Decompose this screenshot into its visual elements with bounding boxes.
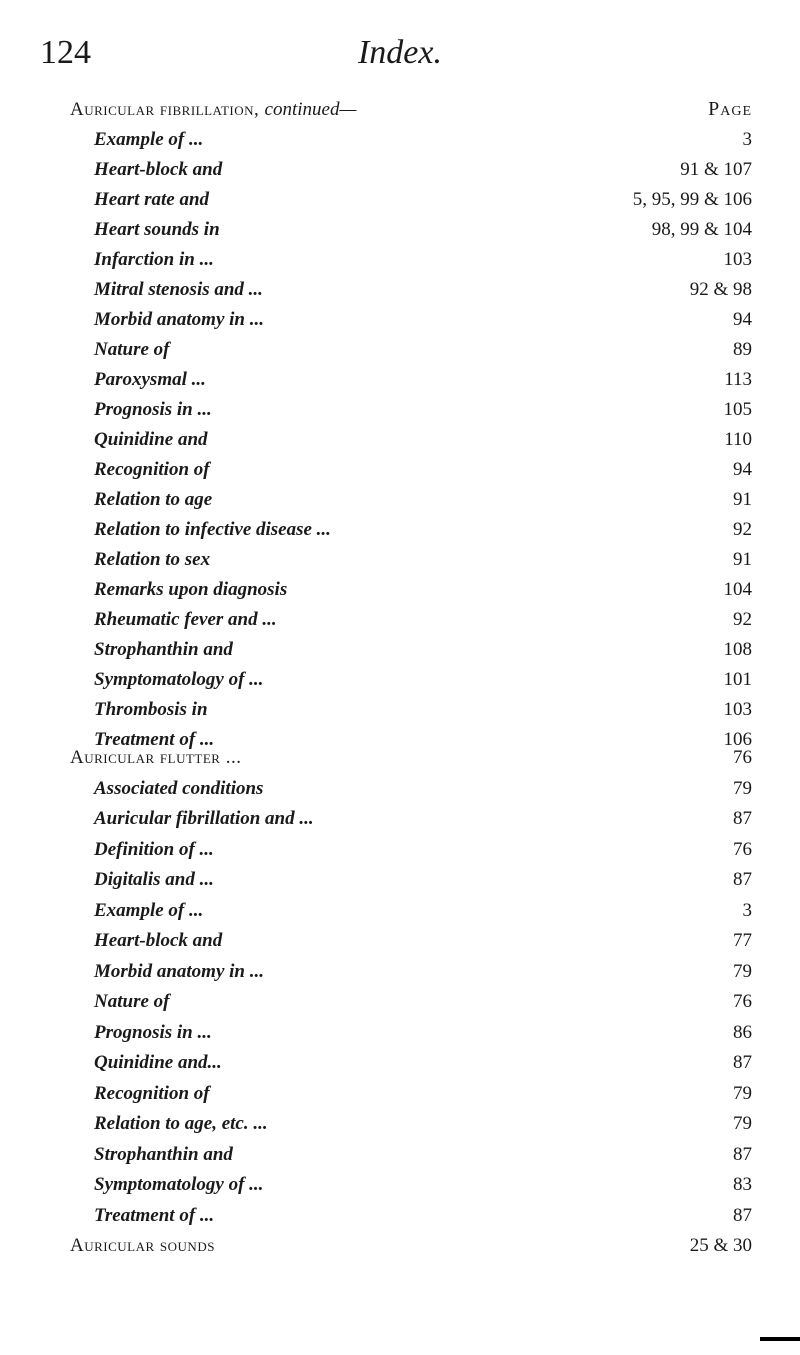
index-entry-list <box>0 777 800 1227</box>
index-entry-row <box>0 488 800 511</box>
continued-label: continued— <box>264 99 357 120</box>
index-entry-page: 3 <box>742 129 752 150</box>
index-entry-page: 108 <box>723 639 752 660</box>
index-entry-row <box>0 990 800 1013</box>
index-entry-page: 87 <box>733 808 752 829</box>
index-entry-label: Mitral stenosis and ... <box>94 279 263 300</box>
index-entry-label: Recognition of <box>94 459 210 480</box>
index-entry-row <box>0 638 800 661</box>
index-entry-page: 92 & 98 <box>689 279 752 300</box>
index-entry-label: Digitalis and ... <box>94 869 214 890</box>
index-entry-label: Morbid anatomy in ... <box>94 309 264 330</box>
index-entry-row <box>0 929 800 952</box>
index-entry-page: 77 <box>733 930 752 951</box>
index-entry-label: Quinidine and <box>94 429 208 450</box>
index-entry-row <box>0 188 800 211</box>
index-entry-row <box>0 218 800 241</box>
index-entry-label: Symptomatology of ... <box>94 669 264 690</box>
index-entry-row <box>0 248 800 271</box>
index-entry-label: Relation to infective disease ... <box>94 519 331 540</box>
index-entry-row <box>0 308 800 331</box>
index-entry-page: 87 <box>733 1052 752 1073</box>
page-title: Index. <box>357 34 442 71</box>
index-entry-page: 94 <box>733 459 752 480</box>
index-entry-label: Strophanthin and <box>94 1143 233 1165</box>
index-entry-label: Heart sounds in <box>94 219 220 240</box>
index-entry-label: Nature of <box>94 339 170 360</box>
index-entry-label: Relation to sex <box>94 549 211 570</box>
index-entry-row <box>0 428 800 451</box>
index-entry-page: 98, 99 & 104 <box>651 219 752 240</box>
index-entry-label: Recognition of <box>94 1082 210 1104</box>
index-entry-page: 86 <box>733 1021 752 1043</box>
index-entry-label: Treatment of ... <box>94 1204 215 1226</box>
index-entry-page: 79 <box>733 1113 752 1134</box>
index-entry-row <box>0 698 800 721</box>
index-entry-label: Definition of ... <box>94 838 214 860</box>
index-entry-page: 92 <box>733 609 752 630</box>
bottom-rule <box>760 1337 800 1341</box>
index-entry-page: 103 <box>723 699 752 720</box>
index-entry-label: Infarction in ... <box>94 249 214 270</box>
index-heading-row <box>0 98 800 121</box>
index-entry-page: 89 <box>733 339 752 360</box>
index-entry-row <box>0 338 800 361</box>
index-entry-row <box>0 777 800 800</box>
index-heading-row <box>0 1234 800 1257</box>
index-entry-row <box>0 278 800 301</box>
index-entry-page: 79 <box>733 1082 752 1104</box>
index-entry-row <box>0 398 800 421</box>
index-entry-label: Strophanthin and <box>94 639 233 660</box>
index-entry-label: Prognosis in ... <box>94 399 212 420</box>
index-entry-label: Relation to age, etc. ... <box>94 1113 268 1134</box>
index-entry-page: 91 & 107 <box>680 159 752 180</box>
index-entry-label: Symptomatology of ... <box>94 1174 264 1195</box>
index-entry-label: Example of ... <box>94 899 204 921</box>
index-entry-row <box>0 578 800 601</box>
index-heading: Auricular sounds <box>70 1235 215 1256</box>
index-entry-label: Treatment of ... <box>94 729 215 750</box>
index-section-auricular-fibrillation <box>0 98 800 751</box>
running-head <box>0 34 800 78</box>
index-entry-row <box>0 1204 800 1227</box>
index-entry-row <box>0 518 800 541</box>
index-entry-page: 104 <box>723 579 752 600</box>
index-entry-label: Relation to age <box>94 489 213 510</box>
index-entry-label: Example of ... <box>94 129 204 150</box>
index-entry-label: Heart-block and <box>94 159 223 180</box>
index-entry-page: 103 <box>723 249 752 270</box>
index-entry-page: 5, 95, 99 & 106 <box>632 189 752 210</box>
index-entry-label: Auricular fibrillation and ... <box>94 808 314 829</box>
index-entry-label: Paroxysmal ... <box>94 369 206 390</box>
index-section-auricular-sounds <box>0 1234 800 1257</box>
index-entry-label: Remarks upon diagnosis <box>94 579 288 600</box>
page-column-label: Page <box>708 98 752 120</box>
page-number: 124 <box>40 34 91 71</box>
index-entry-page: 76 <box>733 838 752 860</box>
index-entry-row <box>0 899 800 922</box>
index-entry-row <box>0 807 800 830</box>
index-section-auricular-flutter <box>0 746 800 1227</box>
index-entry-page: 101 <box>723 669 752 690</box>
index-entry-page: 87 <box>733 1204 752 1226</box>
index-entry-row <box>0 960 800 983</box>
index-entry-page: 83 <box>733 1174 752 1195</box>
index-entry-page: 113 <box>724 369 752 390</box>
index-entry-row <box>0 1112 800 1135</box>
index-entry-row <box>0 1051 800 1074</box>
index-entry-label: Thrombosis in <box>94 699 208 720</box>
index-entry-row <box>0 1173 800 1196</box>
index-entry-row <box>0 868 800 891</box>
index-entry-list <box>0 128 800 751</box>
index-entry-page: 92 <box>733 519 752 540</box>
index-entry-row <box>0 368 800 391</box>
index-entry-row <box>0 158 800 181</box>
index-entry-page: 94 <box>733 309 752 330</box>
index-entry-row <box>0 1082 800 1105</box>
index-entry-label: Nature of <box>94 991 170 1012</box>
index-entry-page: 87 <box>733 869 752 890</box>
index-entry-row <box>0 1021 800 1044</box>
index-heading: Auricular flutter ... <box>70 747 242 768</box>
index-entry-page: 79 <box>733 960 752 982</box>
index-entry-row <box>0 548 800 571</box>
index-entry-page: 87 <box>733 1143 752 1165</box>
index-heading-page: 76 <box>733 747 752 768</box>
index-entry-label: Heart-block and <box>94 930 223 951</box>
index-entry-label: Associated conditions <box>94 777 264 799</box>
index-entry-page: 79 <box>733 777 752 799</box>
index-entry-row <box>0 458 800 481</box>
index-entry-row <box>0 608 800 631</box>
index-heading-row <box>0 746 800 769</box>
index-entry-page: 110 <box>724 429 752 450</box>
index-entry-label: Prognosis in ... <box>94 1021 212 1043</box>
index-heading: Auricular fibrillation, continued— <box>70 99 357 120</box>
index-entry-label: Quinidine and... <box>94 1052 222 1073</box>
index-entry-page: 76 <box>733 991 752 1012</box>
index-heading-page: 25 & 30 <box>689 1235 752 1256</box>
index-entry-label: Morbid anatomy in ... <box>94 960 264 982</box>
index-entry-label: Heart rate and <box>94 189 210 210</box>
index-entry-row <box>0 668 800 691</box>
index-entry-row <box>0 838 800 861</box>
index-entry-page: 105 <box>723 399 752 420</box>
index-entry-page: 106 <box>723 729 752 750</box>
index-entry-page: 91 <box>733 489 752 510</box>
index-entry-page: 3 <box>742 899 752 921</box>
index-entry-label: Rheumatic fever and ... <box>94 609 277 630</box>
index-entry-row <box>0 128 800 151</box>
index-entry-page: 91 <box>733 549 752 570</box>
index-entry-row <box>0 1143 800 1166</box>
